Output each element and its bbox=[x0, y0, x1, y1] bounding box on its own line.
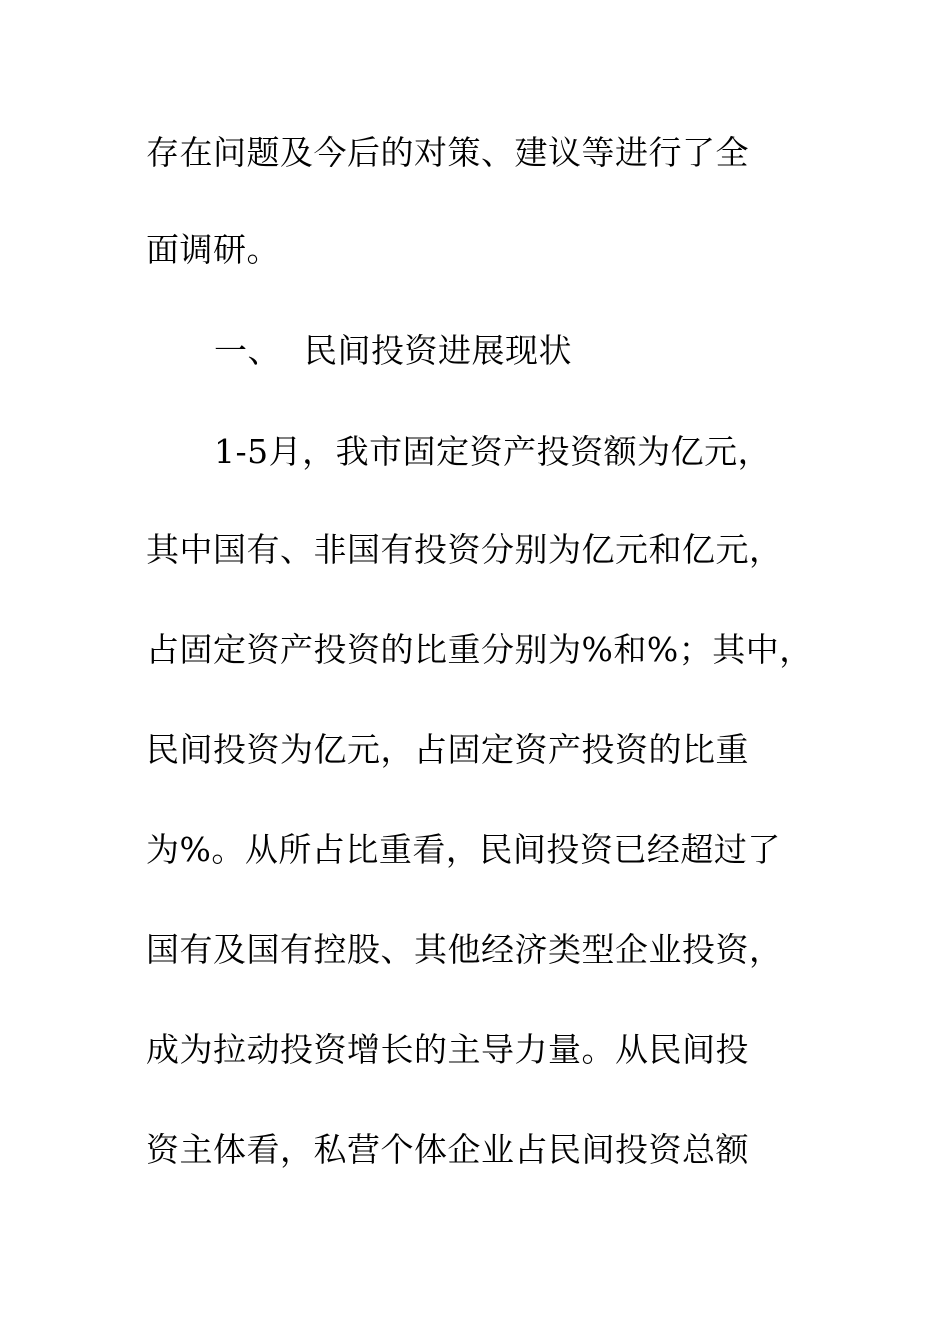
paragraph-line: 存在问题及今后的对策、建议等进行了全 bbox=[146, 133, 749, 172]
paragraph-line: 资主体看，私营个体企业占民间投资总额 bbox=[146, 1130, 749, 1169]
paragraph-line: 为%。从所占比重看，民间投资已经超过了 bbox=[146, 830, 781, 869]
paragraph-line: 占固定资产投资的比重分别为%和%；其中， bbox=[146, 630, 813, 669]
section-title: 民间投资进展现状 bbox=[304, 331, 572, 370]
paragraph-line: 国有及国有控股、其他经济类型企业投资， bbox=[146, 930, 783, 969]
paragraph-line: 面调研。 bbox=[146, 230, 280, 269]
section-heading bbox=[214, 331, 572, 371]
paragraph-line: 1-5月，我市固定资产投资额为亿元， bbox=[214, 432, 772, 471]
section-number: 一、 bbox=[214, 331, 281, 370]
paragraph-line: 其中国有、非国有投资分别为亿元和亿元， bbox=[146, 530, 783, 569]
paragraph-line: 成为拉动投资增长的主导力量。从民间投 bbox=[146, 1030, 749, 1069]
paragraph-line: 民间投资为亿元，占固定资产投资的比重 bbox=[146, 730, 749, 769]
